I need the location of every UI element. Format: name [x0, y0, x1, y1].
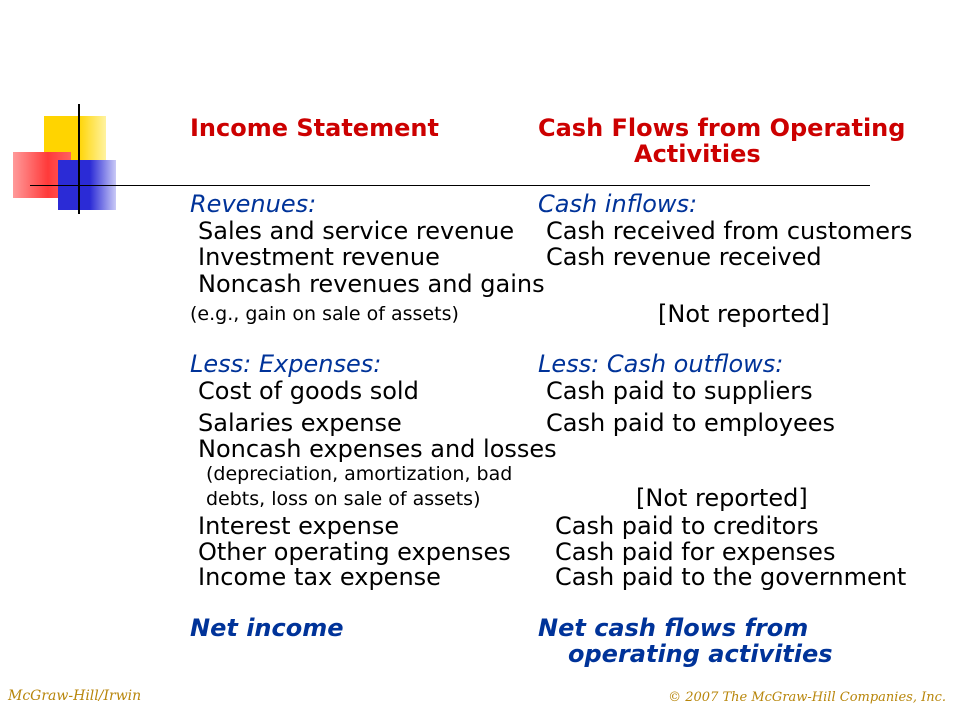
publisher-footer: McGraw-Hill/Irwin	[8, 688, 142, 704]
cash-to-suppliers-item: Cash paid to suppliers	[546, 377, 813, 405]
cash-for-expenses-item: Cash paid for expenses	[555, 538, 836, 566]
logo-vertical-line	[78, 104, 80, 214]
noncash-expenses-example-line2: debts, loss on sale of assets)	[206, 488, 481, 510]
noncash-expenses-example-line1: (depreciation, amortization, bad	[206, 463, 513, 485]
cash-outflows-label: Less: Cash outflows:	[538, 350, 784, 378]
net-income-label: Net income	[190, 614, 344, 642]
noncash-revenues-item: Noncash revenues and gains	[198, 270, 545, 298]
sales-revenue-item: Sales and service revenue	[198, 217, 515, 245]
interest-expense-item: Interest expense	[198, 512, 400, 540]
cash-flows-header-line2: Activities	[634, 140, 761, 168]
income-tax-expense-item: Income tax expense	[198, 563, 441, 591]
revenues-label: Revenues:	[190, 190, 317, 218]
noncash-expenses-item: Noncash expenses and losses	[198, 435, 557, 463]
other-operating-expenses-item: Other operating expenses	[198, 538, 511, 566]
title-divider	[30, 185, 870, 186]
revenues-not-reported: [Not reported]	[658, 300, 830, 328]
salaries-expense-item: Salaries expense	[198, 409, 402, 437]
expenses-label: Less: Expenses:	[190, 350, 382, 378]
cogs-item: Cost of goods sold	[198, 377, 419, 405]
investment-revenue-item: Investment revenue	[198, 243, 440, 271]
copyright-footer: © 2007 The McGraw-Hill Companies, Inc.	[668, 690, 946, 705]
cash-to-government-item: Cash paid to the government	[555, 563, 907, 591]
noncash-revenues-example: (e.g., gain on sale of assets)	[190, 303, 459, 325]
net-cash-flows-line1: Net cash flows from	[538, 614, 809, 642]
cash-revenue-received-item: Cash revenue received	[546, 243, 822, 271]
cash-flows-header-line1: Cash Flows from Operating	[538, 114, 906, 142]
expenses-not-reported: [Not reported]	[636, 484, 808, 512]
cash-inflows-label: Cash inflows:	[538, 190, 698, 218]
cash-to-creditors-item: Cash paid to creditors	[555, 512, 819, 540]
cash-to-employees-item: Cash paid to employees	[546, 409, 835, 437]
income-statement-header: Income Statement	[190, 114, 439, 142]
cash-from-customers-item: Cash received from customers	[546, 217, 913, 245]
net-cash-flows-line2: operating activities	[568, 640, 833, 668]
